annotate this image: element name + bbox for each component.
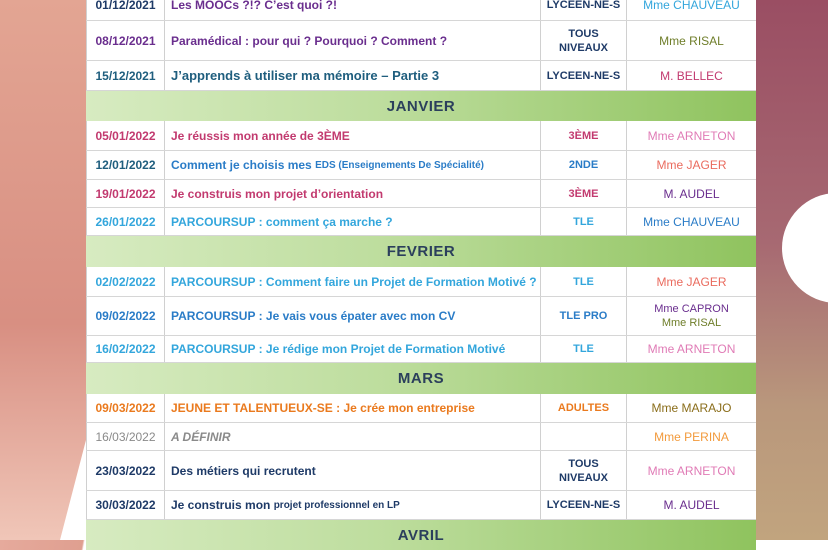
event-title: A DÉFINIR <box>165 423 541 450</box>
event-title: Des métiers qui recrutent <box>165 451 541 490</box>
event-speaker: Mme MARAJO <box>651 401 732 415</box>
event-speaker: Mme RISAL <box>661 317 722 329</box>
event-title <box>165 151 541 179</box>
event-title-detail: projet professionnel en LP <box>273 499 400 511</box>
table-row <box>86 0 756 21</box>
event-speakers <box>627 297 756 335</box>
table-row <box>86 297 756 336</box>
table-row <box>86 451 756 491</box>
event-title: PARCOURSUP : comment ça marche ? <box>165 208 541 235</box>
event-date: 19/01/2022 <box>86 180 165 207</box>
event-speaker: M. AUDEL <box>663 186 720 201</box>
event-level: LYCEEN-NE-S <box>541 0 627 20</box>
event-title: Je réussis mon année de 3ÈME <box>165 121 541 150</box>
table-row <box>86 121 756 151</box>
event-date: 09/02/2022 <box>86 297 165 335</box>
event-date: 26/01/2022 <box>86 208 165 235</box>
event-level: 3ÈME <box>541 180 627 207</box>
event-speaker: Mme CAPRON <box>654 303 729 315</box>
event-title: Paramédical : pour qui ? Pourquoi ? Comment ? <box>165 21 541 60</box>
event-level: 3ÈME <box>541 121 627 150</box>
event-speaker: Mme ARNETON <box>647 342 736 356</box>
event-title: J’apprends à utiliser ma mémoire – Partie 3 <box>165 61 541 90</box>
event-level <box>541 423 627 450</box>
table-row <box>86 394 756 423</box>
event-speaker: Mme PERINA <box>654 429 729 444</box>
table-row <box>86 336 756 363</box>
event-date: 30/03/2022 <box>86 491 165 519</box>
event-title-detail: EDS (Enseignements De Spécialité) <box>315 159 485 171</box>
event-title: JEUNE ET TALENTUEUX-SE : Je crée mon entreprise <box>165 394 541 422</box>
event-date: 02/02/2022 <box>86 267 165 296</box>
event-date: 23/03/2022 <box>86 451 165 490</box>
month-header: FEVRIER <box>86 236 756 267</box>
event-level: 2NDE <box>541 151 627 179</box>
event-speaker: Mme ARNETON <box>647 463 736 478</box>
event-title: PARCOURSUP : Je vais vous épater avec mon CV <box>165 297 541 335</box>
event-date: 16/02/2022 <box>86 336 165 362</box>
event-date: 12/01/2022 <box>86 151 165 179</box>
event-date: 09/03/2022 <box>86 394 165 422</box>
event-title-main: Je construis mon <box>171 498 271 512</box>
event-date: 16/03/2022 <box>86 423 165 450</box>
event-level: TOUS NIVEAUX <box>541 21 627 60</box>
table-row <box>86 267 756 297</box>
event-title: Les MOOCs ?!? C’est quoi ?! <box>165 0 541 20</box>
table-row <box>86 21 756 61</box>
event-level: ADULTES <box>541 394 627 422</box>
event-level: LYCEEN-NE-S <box>541 61 627 90</box>
month-header: AVRIL <box>86 520 756 550</box>
event-title: PARCOURSUP : Je rédige mon Projet de Formation Motivé <box>165 336 541 362</box>
event-level: TLE <box>541 336 627 362</box>
event-speaker: M. AUDEL <box>663 498 720 512</box>
event-title: Je construis mon projet d’orientation <box>165 180 541 207</box>
event-speaker: Mme ARNETON <box>647 128 736 143</box>
event-date: 15/12/2021 <box>86 61 165 90</box>
event-speaker: Mme CHAUVEAU <box>643 214 740 229</box>
event-level: TOUS NIVEAUX <box>541 451 627 490</box>
month-header: JANVIER <box>86 91 756 121</box>
table-row <box>86 208 756 236</box>
event-level: TLE <box>541 208 627 235</box>
event-speaker: Mme JAGER <box>656 274 727 289</box>
event-title-main: Comment je choisis mes <box>171 158 312 172</box>
event-title <box>165 491 541 519</box>
event-level: LYCEEN-NE-S <box>541 491 627 519</box>
event-speaker: Mme RISAL <box>659 33 724 48</box>
left-decorative-shape <box>60 440 86 540</box>
table-row <box>86 180 756 208</box>
table-row <box>86 491 756 520</box>
table-row <box>86 61 756 91</box>
event-speaker: Mme CHAUVEAU <box>643 0 740 12</box>
event-level: TLE PRO <box>541 297 627 335</box>
event-level: TLE <box>541 267 627 296</box>
event-title: PARCOURSUP : Comment faire un Projet de Formation Motivé ? <box>165 267 541 296</box>
table-row <box>86 423 756 451</box>
event-date: 01/12/2021 <box>86 0 165 20</box>
event-date: 08/12/2021 <box>86 21 165 60</box>
event-speaker: Mme JAGER <box>656 158 727 172</box>
event-date: 05/01/2022 <box>86 121 165 150</box>
month-header: MARS <box>86 363 756 394</box>
event-speaker: M. BELLEC <box>660 68 723 83</box>
table-row <box>86 151 756 180</box>
